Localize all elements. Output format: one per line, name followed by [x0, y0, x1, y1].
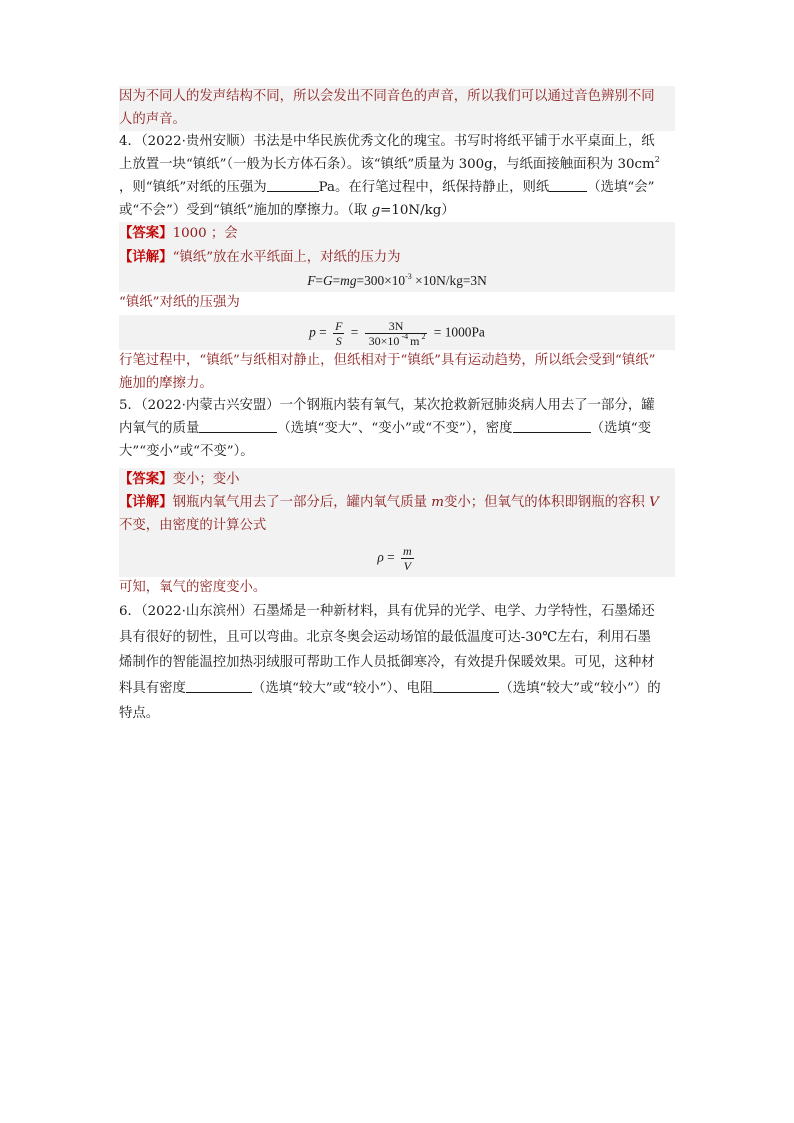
superscript: 2 — [654, 155, 660, 165]
formula-text: =300×10 — [356, 272, 406, 288]
answer-blank[interactable] — [267, 178, 319, 192]
question-text: ，则“镇纸”对纸的压强为 — [119, 179, 267, 195]
question-6-line: 烯制作的智能温控加热羽绒服可帮助工作人员抵御寒冷，有效提升保暖效果。可见，这种材 — [119, 655, 655, 671]
detail-text: “镇纸”放在水平纸面上，对纸的压力为 — [172, 249, 401, 265]
question-text: 料具有密度 — [119, 680, 186, 696]
variable-v: V — [649, 495, 659, 511]
answer-line — [119, 468, 675, 492]
answer-tag: 【答案】 — [119, 470, 173, 487]
detail-line: 可知，氧气的密度变小。 — [119, 579, 267, 595]
formula-text: m — [410, 334, 420, 349]
question-text: Pa。在行笔过程中，纸保持静止，则纸 — [318, 179, 550, 195]
detail-line: 行笔过程中，“镇纸”与纸相对静止，但纸相对于“镇纸”具有运动趋势，所以纸会受到“镇纸” — [119, 353, 656, 369]
fraction — [365, 319, 428, 348]
formula-symbol: ρ — [377, 549, 384, 565]
variable-m: m — [431, 495, 444, 511]
fraction — [401, 544, 414, 573]
question-text: （选填“较大”或“较小”）的 — [499, 680, 661, 696]
previous-explanation-block — [119, 86, 675, 131]
question-6-line — [119, 676, 675, 702]
answer-text: 变小；变小 — [172, 471, 240, 487]
pressure-formula — [119, 315, 675, 350]
answer-line — [119, 222, 675, 246]
density-formula — [119, 538, 675, 577]
formula-text: 30×10 — [368, 334, 400, 349]
formula-symbol: = — [383, 549, 398, 565]
detail-line: “镇纸”对纸的压强为 — [119, 295, 240, 311]
question-4 — [119, 131, 675, 395]
question-text: 内氧气的质量 — [119, 421, 200, 437]
fraction-numerator: m — [403, 543, 412, 558]
formula-symbol: = — [315, 324, 331, 340]
fraction-denominator: S — [335, 334, 342, 349]
question-5-line: 大”“变小”或“不变”）。 — [119, 443, 254, 459]
detail-tag: 【详解】 — [119, 248, 173, 265]
answer-text: 1000 ；会 — [172, 226, 238, 242]
detail-line — [119, 246, 675, 270]
answer-blank[interactable] — [186, 679, 252, 693]
question-text: =10N/kg） — [380, 202, 455, 218]
answer-tag: 【答案】 — [119, 225, 173, 242]
explanation-line: 人的声音。 — [119, 111, 186, 127]
question-text: （选填“较大”或“较小”）、电阻 — [251, 680, 434, 696]
detail-tag: 【详解】 — [119, 494, 173, 511]
detail-line — [119, 491, 675, 515]
question-5-solution — [119, 468, 675, 577]
fraction — [333, 319, 344, 348]
question-5-line — [119, 418, 675, 441]
question-text: 或“不会”）受到“镇纸”施加的摩擦力。（取 — [119, 202, 372, 218]
pressure-force-formula — [119, 270, 675, 293]
question-4-line — [119, 177, 675, 200]
question-4-line — [119, 200, 675, 223]
detail-line: 不变，由密度的计算公式 — [119, 517, 267, 533]
detail-line: 施加的摩擦力。 — [119, 375, 213, 391]
fraction-denominator — [365, 334, 428, 348]
superscript: 2 — [421, 332, 426, 342]
question-6-header: 6．（2022·山东滨州）石墨烯是一种新材料，具有优异的光学、电学、力学特性，石墨烯还 — [119, 604, 655, 620]
formula-symbol: = — [332, 272, 341, 288]
question-text: （选填“变大”、“变小”或“不变”），密度 — [277, 421, 513, 437]
formula-text: = 1000Pa — [430, 324, 485, 340]
fraction-numerator: F — [335, 319, 343, 334]
detail-text: 变小；但氧气的体积即钢瓶的容积 — [443, 495, 650, 511]
superscript: -4 — [401, 332, 409, 342]
question-6 — [119, 599, 675, 727]
question-4-solution-cont — [119, 315, 675, 350]
fraction-denominator: V — [403, 558, 411, 573]
formula-symbol: mg — [340, 272, 357, 288]
question-4-solution — [119, 222, 675, 292]
question-text: （选填“会” — [587, 179, 655, 195]
formula-symbol: = — [347, 324, 362, 340]
page-content — [119, 86, 675, 727]
answer-blank[interactable] — [549, 178, 587, 192]
formula-symbol: = — [315, 272, 323, 288]
fraction-numerator: 3N — [365, 319, 428, 334]
formula-symbol: G — [322, 272, 333, 288]
question-4-line — [119, 154, 675, 177]
question-5-header: 5．（2022·内蒙古兴安盟）一个钢瓶内装有氧气，某次抢救新冠肺炎病人用去了一部分，罐 — [119, 398, 655, 414]
question-text: 上放置一块“镇纸”（一般为长方体石条）。该“镇纸”质量为 300g，与纸面接触面积为 30cm — [119, 157, 655, 173]
question-4-header: 4．（2022·贵州安顺）书法是中华民族优秀文化的瑰宝。书写时将纸平铺于水平桌面上，纸 — [119, 134, 655, 150]
detail-text: 钢瓶内氧气用去了一部分后，罐内氧气质量 — [172, 495, 432, 511]
explanation-line: 因为不同人的发声结构不同，所以会发出不同音色的声音，所以我们可以通过音色辨别不同 — [119, 89, 655, 104]
question-6-line: 具有很好的韧性，且可以弯曲。北京冬奥会运动场馆的最低温度可达-30℃左右，利用石墨 — [119, 629, 651, 645]
question-text: （选填“变 — [590, 421, 651, 437]
formula-symbol: F — [307, 272, 316, 288]
answer-blank[interactable] — [433, 679, 499, 693]
superscript: -3 — [405, 271, 412, 281]
answer-blank[interactable] — [513, 419, 591, 433]
question-6-line: 特点。 — [119, 706, 160, 722]
question-5 — [119, 395, 675, 599]
answer-blank[interactable] — [199, 419, 277, 433]
formula-text: ×10N/kg=3N — [411, 272, 487, 288]
variable-g: g — [371, 202, 381, 218]
formula-symbol: p — [309, 324, 316, 340]
